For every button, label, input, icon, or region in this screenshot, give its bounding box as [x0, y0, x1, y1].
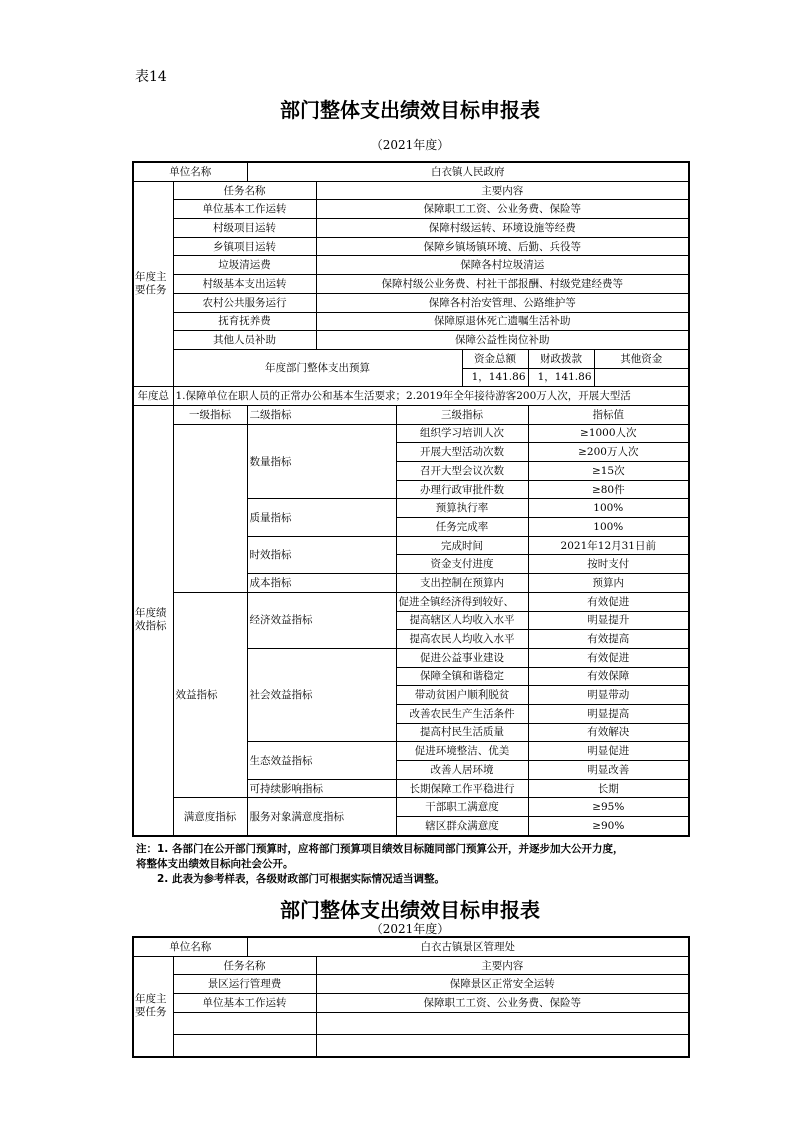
annual-tasks-label: 年度主要任务	[133, 181, 173, 387]
indicator-value: 明显提高	[528, 704, 689, 723]
unit-name-value: 白衣镇人民政府	[247, 162, 689, 181]
level3-indicator: 干部职工满意度	[396, 798, 528, 817]
level2-indicator: 可持续影响指标	[247, 779, 396, 798]
unit-name-value: 白衣古镇景区管理处	[247, 937, 689, 956]
indicator-value: 明显改善	[528, 761, 689, 780]
level1-indicator: 满意度指标	[173, 798, 247, 836]
task-name-header: 任务名称	[173, 956, 316, 975]
task-name: 其他人员补助	[173, 331, 316, 350]
level3-indicator: 支出控制在预算内	[396, 574, 528, 593]
task-content: 保障各村治安管理、公路维护等	[316, 293, 689, 312]
level3-indicator: 预算执行率	[396, 499, 528, 518]
level2-indicator: 质量指标	[247, 499, 396, 536]
indicator-value-header: 指标值	[528, 405, 689, 424]
indicator-value: 有效促进	[528, 592, 689, 611]
level3-indicator: 促进环境整洁、优美	[396, 742, 528, 761]
budget-header: 其他资金	[594, 349, 689, 368]
level3-indicator: 召开大型会议次数	[396, 462, 528, 481]
level2-indicator: 经济效益指标	[247, 592, 396, 648]
indicator-value: 有效提高	[528, 630, 689, 649]
task-name: 抚育抚养费	[173, 312, 316, 331]
indicator-value: 有效解决	[528, 723, 689, 742]
level2-indicator: 时效指标	[247, 536, 396, 573]
annual-tasks-label: 年度主要任务	[133, 956, 173, 1057]
task-name: 景区运行管理费	[173, 975, 316, 994]
indicator-value: 预算内	[528, 574, 689, 593]
level3-indicator: 带动贫困户顺利脱贫	[396, 686, 528, 705]
indicator-value: ≥200万人次	[528, 443, 689, 462]
indicator-value: 100%	[528, 499, 689, 518]
budget-value: 1，141.86	[462, 368, 528, 387]
task-content: 保障各村垃圾清运	[316, 256, 689, 275]
table-number: 表14	[135, 69, 167, 85]
unit-name-label: 单位名称	[133, 937, 247, 956]
task-name: 农村公共服务运行	[173, 293, 316, 312]
level3-header: 三级指标	[396, 405, 528, 424]
task-content	[316, 1012, 689, 1034]
level3-indicator: 保障全镇和谐稳定	[396, 667, 528, 686]
table-row	[133, 293, 689, 312]
level3-indicator: 组织学习培训人次	[396, 424, 528, 443]
level2-indicator: 社会效益指标	[247, 648, 396, 741]
table-row	[133, 331, 689, 350]
table-row	[133, 1034, 689, 1057]
form1-year: （2021年度）	[370, 138, 450, 152]
table-row	[133, 237, 689, 256]
table-row	[133, 956, 689, 975]
annual-budget-label: 年度部门整体支出预算	[173, 349, 462, 386]
table-row	[133, 937, 689, 956]
level3-indicator: 任务完成率	[396, 518, 528, 537]
note-line: 注：1. 各部门在公开部门预算时，应将部门预算项目绩效目标随同部门预算公开，并逐步加大公开力度，	[136, 843, 624, 855]
unit-name-label: 单位名称	[133, 162, 247, 181]
level3-indicator: 提高农民人均收入水平	[396, 630, 528, 649]
level3-indicator: 改善农民生产生活条件	[396, 704, 528, 723]
level3-indicator: 办理行政审批件数	[396, 480, 528, 499]
budget-value: 1，141.86	[528, 368, 594, 387]
table-row	[133, 387, 689, 406]
form2-title: 部门整体支出绩效目标申报表	[280, 898, 540, 922]
indicator-value: 按时支付	[528, 555, 689, 574]
indicator-value: ≥90%	[528, 817, 689, 836]
note-line: 将整体支出绩效目标向社会公开。	[136, 858, 294, 870]
task-name: 村级项目运转	[173, 219, 316, 238]
task-name: 乡镇项目运转	[173, 237, 316, 256]
level3-indicator: 改善人居环境	[396, 761, 528, 780]
table-row	[133, 424, 689, 443]
table-row	[133, 256, 689, 275]
form1-title: 部门整体支出绩效目标申报表	[280, 98, 540, 122]
task-content: 保障职工工资、公业务费、保险等	[316, 200, 689, 219]
task-name: 单位基本工作运转	[173, 994, 316, 1013]
form1-table	[132, 161, 690, 837]
task-content: 保障村级公业务费、村社干部报酬、村级党建经费等	[316, 275, 689, 294]
table-row	[133, 312, 689, 331]
level1-header: 一级指标	[173, 405, 247, 424]
task-content: 保障职工工资、公业务费、保险等	[316, 994, 689, 1013]
indicator-value: 明显提升	[528, 611, 689, 630]
table-row	[133, 592, 689, 611]
annual-summary-text: 1.保障单位在职人员的正常办公和基本生活要求；2.2019年全年接待游客200万人次，开展大型活	[173, 387, 689, 406]
level3-indicator: 开展大型活动次数	[396, 443, 528, 462]
indicator-value: ≥1000人次	[528, 424, 689, 443]
task-content: 保障村级运转、环境设施等经费	[316, 219, 689, 238]
note-line: 2. 此表为参考样表，各级财政部门可根据实际情况适当调整。	[136, 873, 445, 885]
indicator-value: ≥15次	[528, 462, 689, 481]
task-content: 保障乡镇场镇环境、后勤、兵役等	[316, 237, 689, 256]
task-content	[316, 1034, 689, 1057]
budget-header: 资金总额	[462, 349, 528, 368]
notes	[136, 842, 696, 887]
level3-indicator: 辖区群众满意度	[396, 817, 528, 836]
level2-header: 二级指标	[247, 405, 396, 424]
table-row	[133, 200, 689, 219]
table-row	[133, 275, 689, 294]
budget-header: 财政拨款	[528, 349, 594, 368]
task-content-header: 主要内容	[316, 181, 689, 200]
form2-year: （2021年度）	[370, 922, 450, 936]
level3-indicator: 完成时间	[396, 536, 528, 555]
task-name	[173, 1012, 316, 1034]
indicator-value: 明显促进	[528, 742, 689, 761]
indicator-value: 2021年12月31日前	[528, 536, 689, 555]
task-name	[173, 1034, 316, 1057]
level1-indicator	[173, 424, 247, 592]
performance-indicators-label: 年度绩效指标	[133, 405, 173, 835]
task-name: 村级基本支出运转	[173, 275, 316, 294]
task-content-header: 主要内容	[316, 956, 689, 975]
level3-indicator: 促进公益事业建设	[396, 648, 528, 667]
task-content: 保障公益性岗位补助	[316, 331, 689, 350]
level3-indicator: 资金支付进度	[396, 555, 528, 574]
level2-indicator: 服务对象满意度指标	[247, 798, 396, 836]
table-row	[133, 798, 689, 817]
level2-indicator: 成本指标	[247, 574, 396, 593]
indicator-value: 明显带动	[528, 686, 689, 705]
indicator-value: 100%	[528, 518, 689, 537]
level1-indicator: 效益指标	[173, 592, 247, 798]
table-row	[133, 349, 689, 368]
indicator-value: ≥80件	[528, 480, 689, 499]
budget-value	[594, 368, 689, 387]
indicator-value: ≥95%	[528, 798, 689, 817]
table-row	[133, 1012, 689, 1034]
table-row	[133, 162, 689, 181]
level2-indicator: 生态效益指标	[247, 742, 396, 779]
form2-table	[132, 936, 690, 1058]
table-row	[133, 994, 689, 1013]
indicator-value: 有效保障	[528, 667, 689, 686]
indicator-value: 有效促进	[528, 648, 689, 667]
annual-summary-label: 年度总	[133, 387, 173, 406]
table-row	[133, 405, 689, 424]
table-row	[133, 975, 689, 994]
indicator-value: 长期	[528, 779, 689, 798]
level3-indicator: 促进全镇经济得到较好、	[396, 592, 528, 611]
task-name: 垃圾清运费	[173, 256, 316, 275]
table-row	[133, 219, 689, 238]
task-name: 单位基本工作运转	[173, 200, 316, 219]
level3-indicator: 提高辖区人均收入水平	[396, 611, 528, 630]
task-content: 保障景区正常安全运转	[316, 975, 689, 994]
task-content: 保障原退休死亡遗嘱生活补助	[316, 312, 689, 331]
level3-indicator: 长期保障工作平稳进行	[396, 779, 528, 798]
task-name-header: 任务名称	[173, 181, 316, 200]
table-row	[133, 181, 689, 200]
level3-indicator: 提高村民生活质量	[396, 723, 528, 742]
level2-indicator: 数量指标	[247, 424, 396, 499]
